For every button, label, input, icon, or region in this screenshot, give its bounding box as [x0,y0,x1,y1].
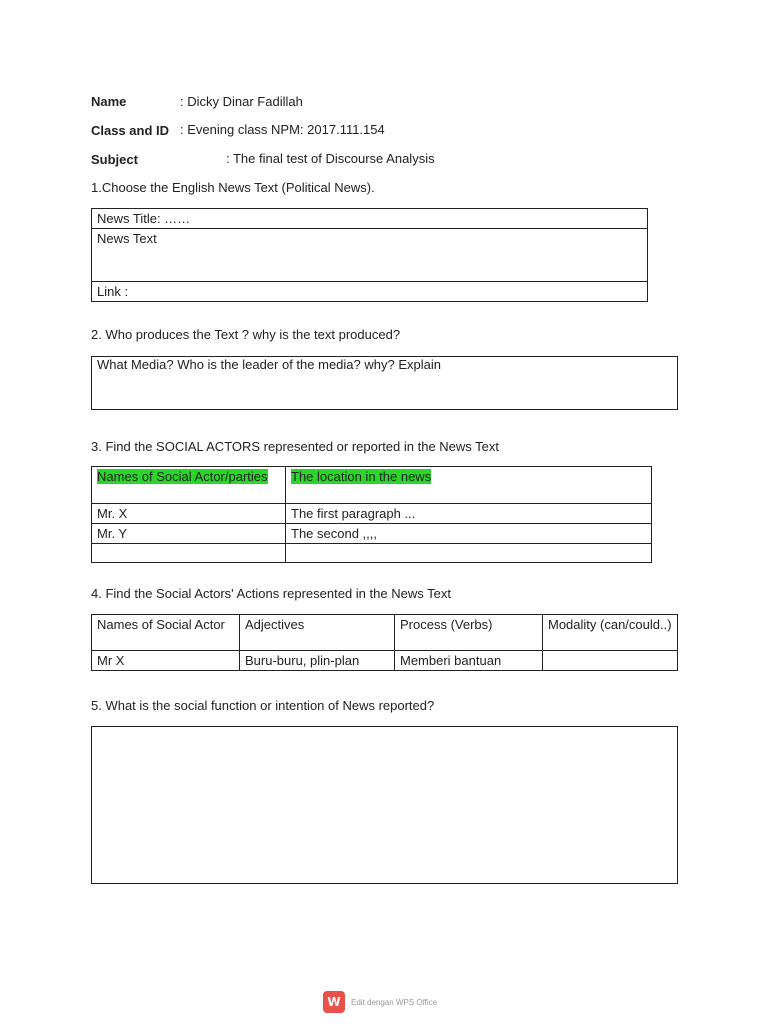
name-value: : Dicky Dinar Fadillah [180,94,303,109]
media-prompt: What Media? Who is the leader of the media? why? Explain [97,357,441,372]
question-2: 2. Who produces the Text ? why is the text produced? [91,327,401,342]
table-cell: The second ,,,, [286,524,652,544]
header-location: The location in the news [291,469,432,484]
subject-value: : The final test of Discourse Analysis [226,151,435,166]
wps-logo-icon: W [323,991,345,1013]
news-link-cell: Link : [92,282,648,302]
header-cell [286,467,652,504]
news-table [91,208,648,302]
actions-table [91,614,678,671]
wps-watermark-text: Edit dengan WPS Office [351,997,438,1007]
table-cell [286,544,652,563]
name-label: Name [91,94,127,109]
news-text-cell: News Text [92,229,648,282]
media-answer-box [91,356,678,410]
class-value: : Evening class NPM: 2017.111.154 [180,122,385,137]
news-title-cell: News Title: …… [92,209,648,229]
question-4: 4. Find the Social Actors' Actions represented in the News Text [91,586,451,601]
header-cell [92,467,286,504]
table-cell: Memberi bantuan [395,651,543,671]
social-actors-table [91,466,652,563]
header-names-social-actor: Names of Social Actor/parties [97,469,268,484]
header-adjectives: Adjectives [240,615,395,651]
table-cell: Mr X [92,651,240,671]
question-1: 1.Choose the English News Text (Political News). [91,180,375,195]
class-label: Class and ID [91,123,170,138]
table-cell: Mr. Y [92,524,286,544]
subject-label: Subject [91,152,138,167]
social-function-answer-box [91,726,678,884]
table-cell: Mr. X [92,504,286,524]
table-cell: Buru-buru, plin-plan [240,651,395,671]
header-names-social-actor: Names of Social Actor [92,615,240,651]
question-3: 3. Find the SOCIAL ACTORS represented or reported in the News Text [91,439,500,454]
question-5: 5. What is the social function or intention of News reported? [91,698,435,713]
table-cell [543,651,678,671]
table-cell [92,544,286,563]
wps-watermark [323,990,437,1014]
header-modality: Modality (can/could..) [543,615,678,651]
header-process-verbs: Process (Verbs) [395,615,543,651]
table-cell: The first paragraph ... [286,504,652,524]
